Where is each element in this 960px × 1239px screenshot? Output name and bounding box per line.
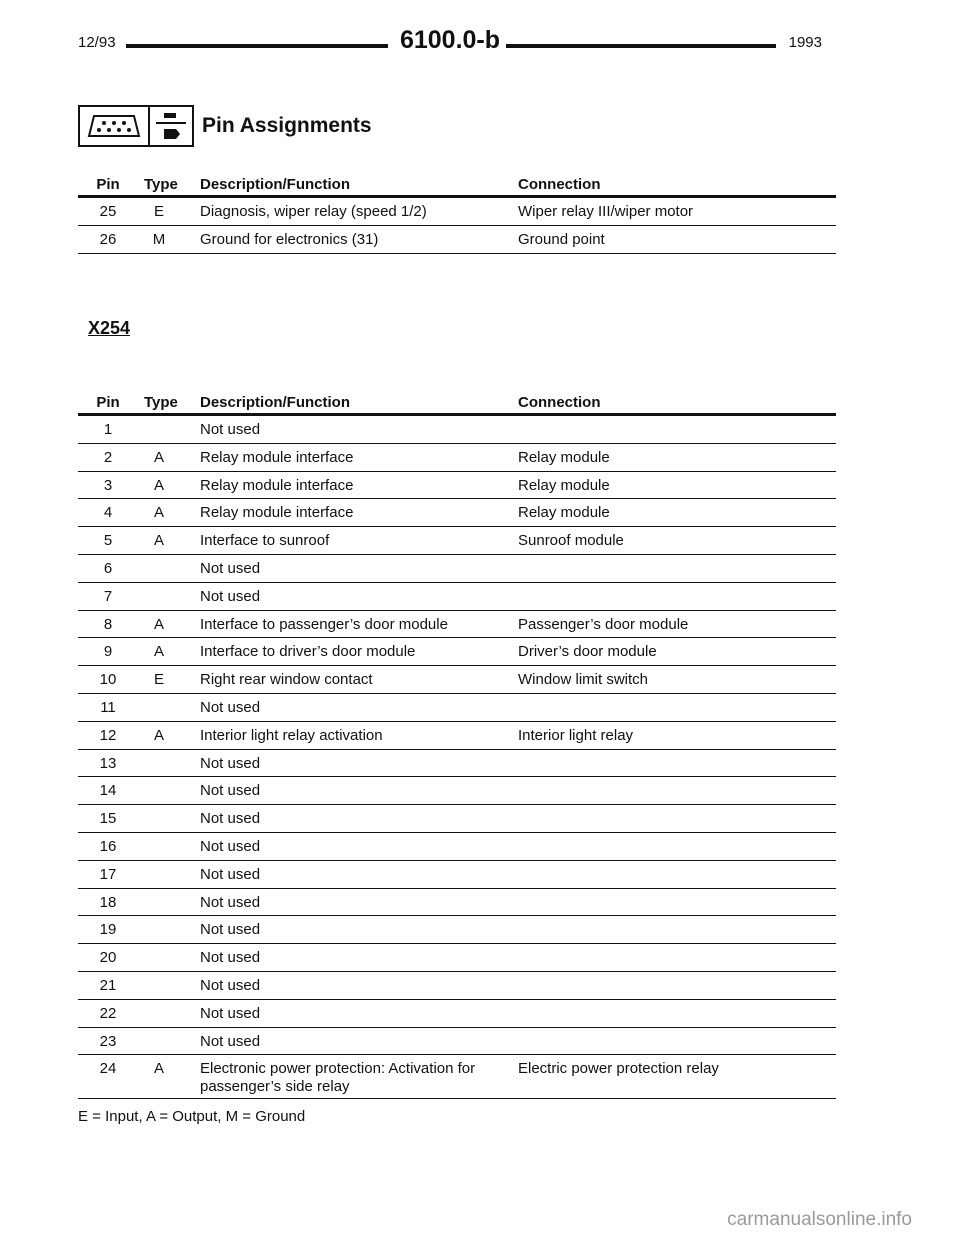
header-rule-left xyxy=(126,44,394,48)
description-cell: Interface to passenger’s door module xyxy=(200,615,448,633)
pin-cell: 17 xyxy=(99,865,117,883)
table-row xyxy=(78,1000,836,1028)
description-cell: Interface to driver’s door module xyxy=(200,643,416,661)
type-cell: A xyxy=(153,448,164,466)
type-cell: A xyxy=(153,504,164,522)
pin-cell: 21 xyxy=(99,976,117,994)
pin-cell: 8 xyxy=(103,615,113,633)
type-cell: M xyxy=(152,230,166,248)
pin-cell: 14 xyxy=(99,782,117,800)
description-cell: Not used xyxy=(200,810,261,828)
table-row xyxy=(78,226,836,254)
pin-cell: 12 xyxy=(99,726,117,744)
pin-cell: 13 xyxy=(99,754,117,772)
header-rule-right xyxy=(506,44,776,48)
col-description-header: Description/Function xyxy=(200,176,350,193)
header-date: 12/93 xyxy=(78,34,116,51)
description-cell: Diagnosis, wiper relay (speed 1/2) xyxy=(200,203,427,220)
pin-cell: 4 xyxy=(103,504,113,522)
table-row xyxy=(78,1055,836,1099)
table-row xyxy=(78,694,836,722)
description-cell: Interior light relay activation xyxy=(200,726,383,744)
description-cell: Right rear window contact xyxy=(200,671,373,689)
description-cell: Not used xyxy=(200,1032,261,1050)
table-row xyxy=(78,555,836,583)
table-row xyxy=(78,750,836,778)
table-row xyxy=(78,527,836,555)
connection-cell: Relay module xyxy=(518,504,610,522)
section-title: Pin Assignments xyxy=(202,114,372,137)
table-row xyxy=(78,944,836,972)
description-cell: Not used xyxy=(200,921,261,939)
table-row xyxy=(78,861,836,889)
connection-cell: Relay module xyxy=(518,448,610,466)
pin-type-icon xyxy=(150,105,194,147)
description-cell: Not used xyxy=(200,782,261,800)
type-cell: A xyxy=(153,1060,164,1078)
connection-cell: Passenger’s door module xyxy=(518,615,689,633)
description-cell: Not used xyxy=(200,559,261,577)
pin-cell: 1 xyxy=(103,421,113,438)
pin-cell: 9 xyxy=(103,643,113,661)
description-cell: Not used xyxy=(200,1004,261,1022)
table-row xyxy=(78,583,836,611)
col-type-header: Type xyxy=(144,176,178,193)
document-number: 6100.0-b xyxy=(388,26,512,55)
description-cell: Not used xyxy=(200,754,261,772)
watermark: carmanualsonline.info xyxy=(727,1209,912,1230)
connection-cell: Interior light relay xyxy=(518,726,634,744)
type-cell: A xyxy=(153,643,164,661)
table-row xyxy=(78,833,836,861)
connector-id: X254 xyxy=(88,318,131,338)
description-cell: Electronic power protection: Activation for passenger’s side relay xyxy=(200,1060,476,1096)
description-cell: Relay module interface xyxy=(200,448,354,466)
table-row xyxy=(78,777,836,805)
pin-table-x254 xyxy=(78,392,836,1099)
description-cell: Not used xyxy=(200,421,261,438)
description-cell: Relay module interface xyxy=(200,476,354,494)
connection-cell: Electric power protection relay xyxy=(518,1060,719,1078)
table-header xyxy=(78,174,836,198)
table-row xyxy=(78,722,836,750)
description-cell: Not used xyxy=(200,587,261,605)
table-body xyxy=(78,198,836,254)
connection-cell: Relay module xyxy=(518,476,610,494)
page-header xyxy=(78,26,822,62)
table-row xyxy=(78,805,836,833)
table-row xyxy=(78,889,836,917)
description-cell: Relay module interface xyxy=(200,504,354,522)
col-pin-header: Pin xyxy=(96,394,120,411)
connection-cell: Ground point xyxy=(518,230,605,248)
description-cell: Not used xyxy=(200,865,261,883)
table-row xyxy=(78,499,836,527)
description-cell: Not used xyxy=(200,837,261,855)
col-pin-header: Pin xyxy=(96,176,120,193)
pin-cell: 2 xyxy=(103,448,113,466)
type-cell: A xyxy=(153,726,164,744)
type-cell: E xyxy=(153,671,164,689)
col-connection-header: Connection xyxy=(518,394,601,411)
table-row xyxy=(78,444,836,472)
description-cell: Not used xyxy=(200,698,261,716)
col-connection-header: Connection xyxy=(518,176,601,193)
table-row xyxy=(78,611,836,639)
pin-cell: 26 xyxy=(99,230,117,248)
table-row xyxy=(78,198,836,226)
table-row xyxy=(78,472,836,500)
type-legend: E = Input, A = Output, M = Ground xyxy=(78,1108,306,1125)
description-cell: Not used xyxy=(200,976,261,994)
table-row xyxy=(78,916,836,944)
type-cell: A xyxy=(153,532,164,550)
pin-cell: 23 xyxy=(99,1032,117,1050)
table-body xyxy=(78,416,836,1099)
table-row xyxy=(78,972,836,1000)
connector-icon xyxy=(78,105,150,147)
table-row xyxy=(78,638,836,666)
pin-cell: 20 xyxy=(99,949,117,967)
pin-cell: 11 xyxy=(100,698,116,716)
pin-cell: 5 xyxy=(103,532,113,550)
col-description-header: Description/Function xyxy=(200,394,350,411)
type-cell: E xyxy=(153,203,164,220)
type-cell: A xyxy=(153,476,164,494)
description-cell: Ground for electronics (31) xyxy=(200,230,379,248)
table-header xyxy=(78,392,836,416)
pin-cell: 22 xyxy=(99,1004,117,1022)
pin-table-continued xyxy=(78,174,836,254)
pin-cell: 6 xyxy=(103,559,113,577)
col-type-header: Type xyxy=(144,394,178,411)
pin-cell: 24 xyxy=(99,1060,117,1078)
connection-cell: Wiper relay III/wiper motor xyxy=(518,203,694,220)
type-cell: A xyxy=(153,615,164,633)
pin-cell: 10 xyxy=(99,671,117,689)
pin-cell: 16 xyxy=(99,837,117,855)
description-cell: Interface to sunroof xyxy=(200,532,330,550)
connection-cell: Sunroof module xyxy=(518,532,624,550)
description-cell: Not used xyxy=(200,949,261,967)
connection-cell: Driver’s door module xyxy=(518,643,657,661)
pin-cell: 18 xyxy=(99,893,117,911)
pin-cell: 3 xyxy=(103,476,113,494)
header-year: 1993 xyxy=(788,34,822,51)
table-row xyxy=(78,416,836,444)
pin-cell: 25 xyxy=(99,203,117,220)
section-heading xyxy=(78,104,372,148)
description-cell: Not used xyxy=(200,893,261,911)
pin-cell: 15 xyxy=(99,810,117,828)
pin-cell: 7 xyxy=(103,587,113,605)
table-row xyxy=(78,666,836,694)
connection-cell: Window limit switch xyxy=(518,671,649,689)
table-row xyxy=(78,1028,836,1056)
pin-cell: 19 xyxy=(99,921,117,939)
